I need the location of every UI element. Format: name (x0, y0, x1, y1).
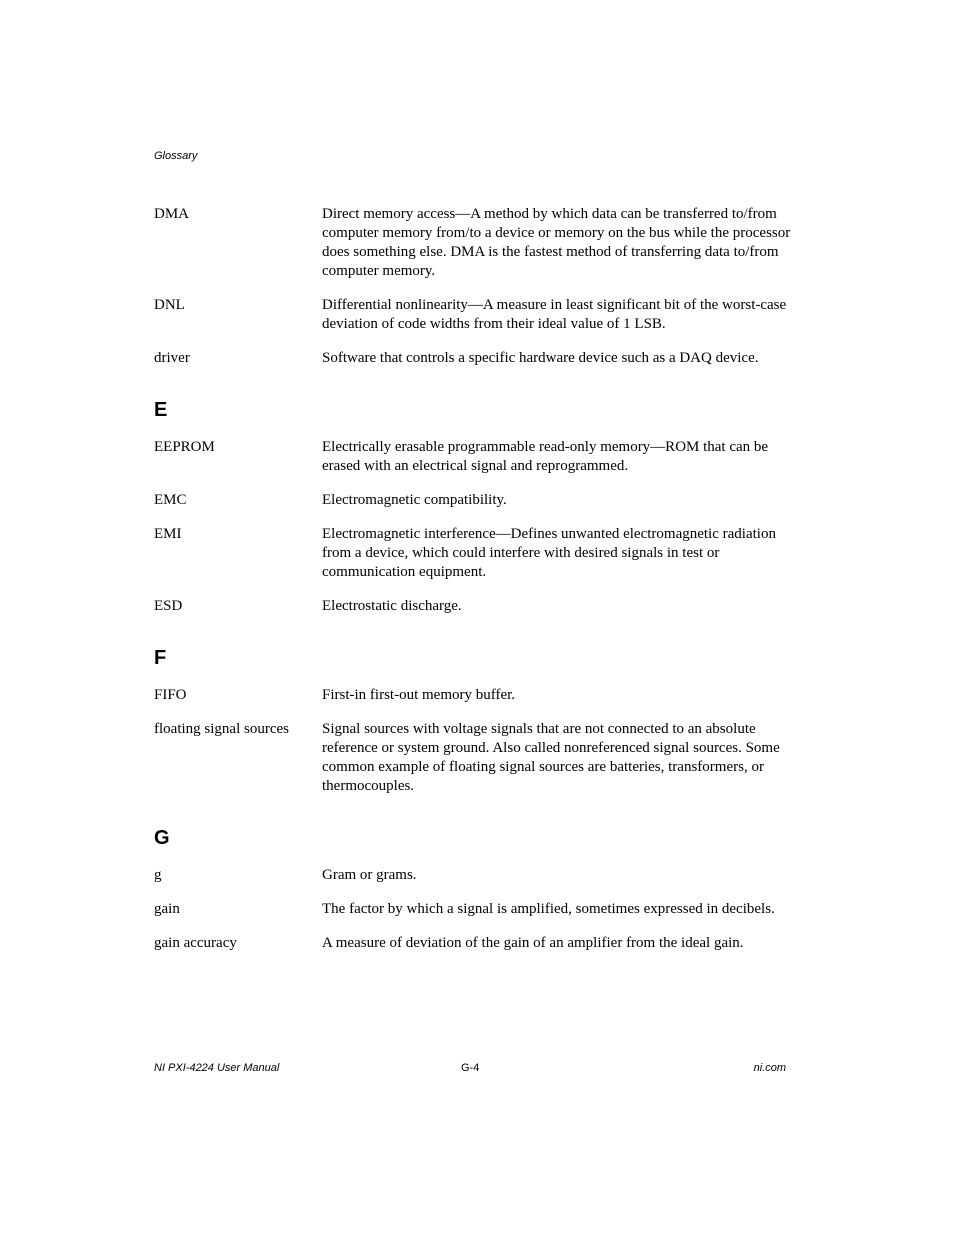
section-letter-heading: G (154, 827, 170, 849)
glossary-entry (154, 491, 794, 510)
glossary-term: EEPROM (154, 439, 215, 455)
glossary-definition: Software that controls a specific hardware device such as a DAQ device. (322, 350, 759, 366)
glossary-term: DNL (154, 297, 185, 313)
glossary-definition: Signal sources with voltage signals that are not connected to an absolute reference or system ground. Also called nonreferenced signal sources. Some common example of floating signal sources are batteries, transformers, or thermocouples. (322, 721, 780, 794)
glossary-definition: Electrostatic discharge. (322, 598, 462, 614)
glossary-entry (154, 438, 794, 476)
glossary-entry (154, 720, 794, 796)
glossary-term: driver (154, 350, 190, 366)
glossary-term: gain accuracy (154, 935, 237, 951)
section-letter-heading: E (154, 399, 168, 421)
section-letter-heading: F (154, 647, 167, 669)
glossary-term: DMA (154, 206, 190, 222)
glossary-definition: Direct memory access—A method by which data can be transferred to/from computer memory from/to a device or memory on the bus while the processor does something else. DMA is the fastest method of transferring data to/from computer memory. (322, 206, 791, 279)
glossary-definition: First-in first-out memory buffer. (322, 687, 516, 703)
footer-manual-title: NI PXI-4224 User Manual (154, 1062, 280, 1074)
glossary-entry (154, 866, 794, 885)
glossary-entry (154, 525, 794, 582)
glossary-entry (154, 597, 794, 616)
glossary-entry (154, 296, 794, 334)
glossary-term: ESD (154, 598, 183, 614)
footer-website: ni.com (753, 1062, 786, 1074)
glossary-entry (154, 900, 794, 919)
glossary-entry (154, 349, 794, 368)
glossary-definition: A measure of deviation of the gain of an amplifier from the ideal gain. (322, 935, 744, 951)
glossary-term: floating signal sources (154, 721, 289, 737)
glossary-definition: Electromagnetic compatibility. (322, 492, 507, 508)
glossary-entry (154, 934, 794, 953)
glossary-entry (154, 686, 794, 705)
glossary-definition: Electromagnetic interference—Defines unwanted electromagnetic radiation from a device, which could interfere with desired signals in test or communication equipment. (322, 526, 776, 580)
glossary-definition: Electrically erasable programmable read-only memory—ROM that can be erased with an electrical signal and reprogrammed. (322, 439, 769, 474)
glossary-term: g (154, 867, 162, 883)
glossary-definition: Differential nonlinearity—A measure in least significant bit of the worst-case deviation of code widths from their ideal value of 1 LSB. (322, 297, 787, 332)
glossary-definition: Gram or grams. (322, 867, 417, 883)
glossary-entry (154, 205, 794, 281)
glossary-term: EMC (154, 492, 187, 508)
glossary-content (154, 205, 794, 953)
glossary-term: gain (154, 901, 180, 917)
glossary-term: FIFO (154, 687, 187, 703)
running-header: Glossary (154, 150, 198, 162)
footer-page-number: G-4 (461, 1062, 480, 1074)
glossary-term: EMI (154, 526, 182, 542)
glossary-definition: The factor by which a signal is amplified, sometimes expressed in decibels. (322, 901, 775, 917)
